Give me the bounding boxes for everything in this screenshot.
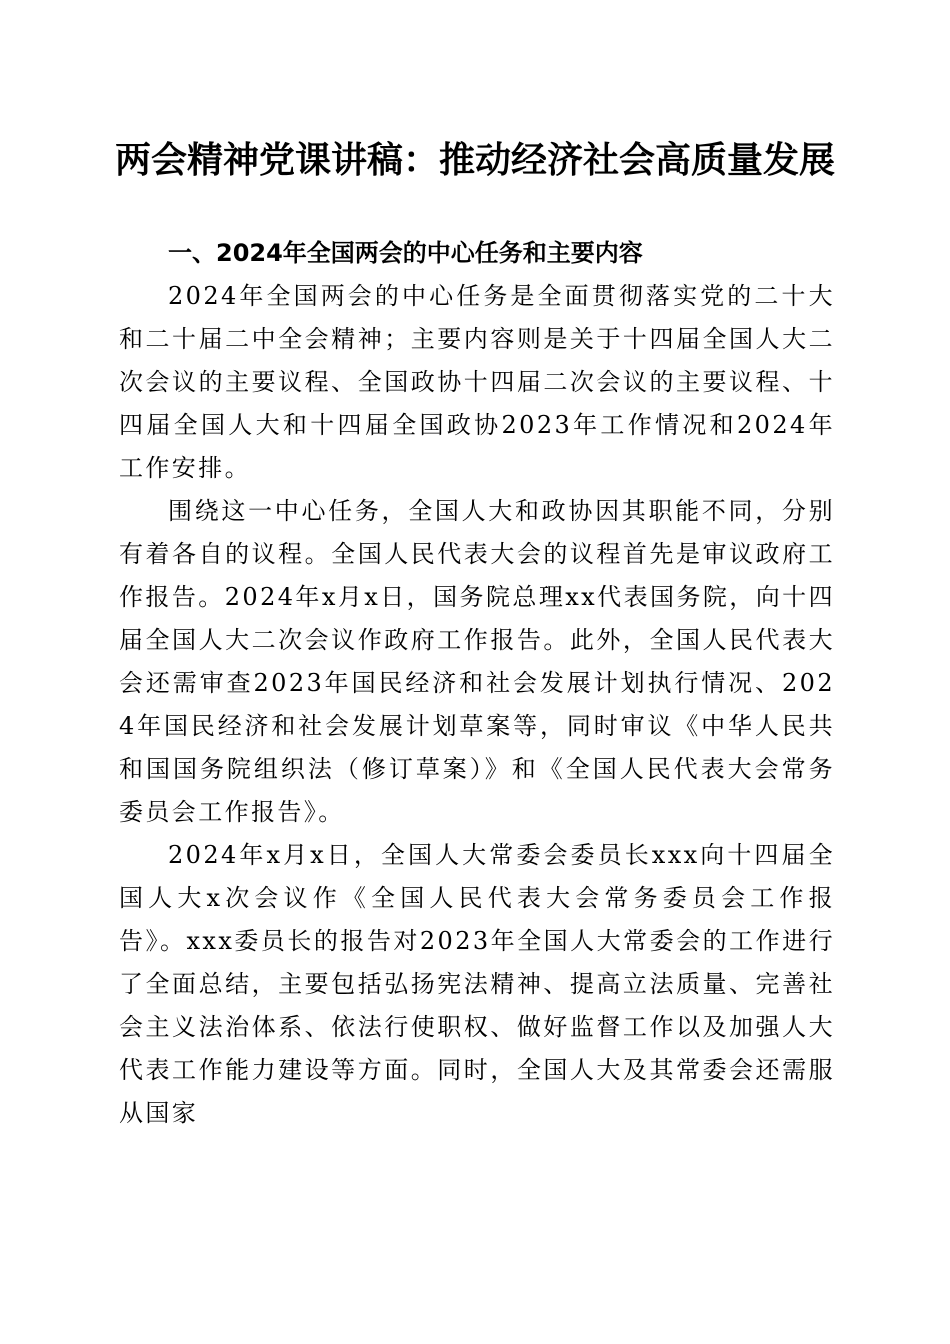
paragraph: 2024年全国两会的中心任务是全面贯彻落实党的二十大和二十届二中全会精神；主要内容则是关于十四届全国人大二次会议的主要议程、全国政协十四届二次会议的主要议程、十四届全国人大和十四届全国政协2023年工作情况和2024年工作安排。 xyxy=(119,282,835,482)
section-heading: 一、2024年全国两会的中心任务和主要内容 xyxy=(168,239,643,267)
paragraph: 2024年x月x日，全国人大常委会委员长xxx向十四届全国人大x次会议作《全国人民代表大会常务委员会工作报告》。xxx委员长的报告对2023年全国人大常委会的工作进行了全面总结，主要包括弘扬宪法精神、提高立法质量、完善社会主义法治体系、依法行使职权、做好监督工作以及加强人大代表工作能力建设等方面。同时，全国人大及其常委会还需服从国家 xyxy=(119,841,835,1127)
paragraph: 围绕这一中心任务，全国人大和政协因其职能不同，分别有着各自的议程。全国人民代表大会的议程首先是审议政府工作报告。2024年x月x日，国务院总理xx代表国务院，向十四届全国人大二次会议作政府工作报告。此外，全国人民代表大会还需审查2023年国民经济和社会发展计划执行情况、2024年国民经济和社会发展计划草案等，同时审议《中华人民共和国国务院组织法（修订草案）》和《全国人民代表大会常务委员会工作报告》。 xyxy=(119,497,835,826)
document-title: 两会精神党课讲稿：推动经济社会高质量发展 xyxy=(114,139,835,181)
document-body xyxy=(119,232,835,1135)
